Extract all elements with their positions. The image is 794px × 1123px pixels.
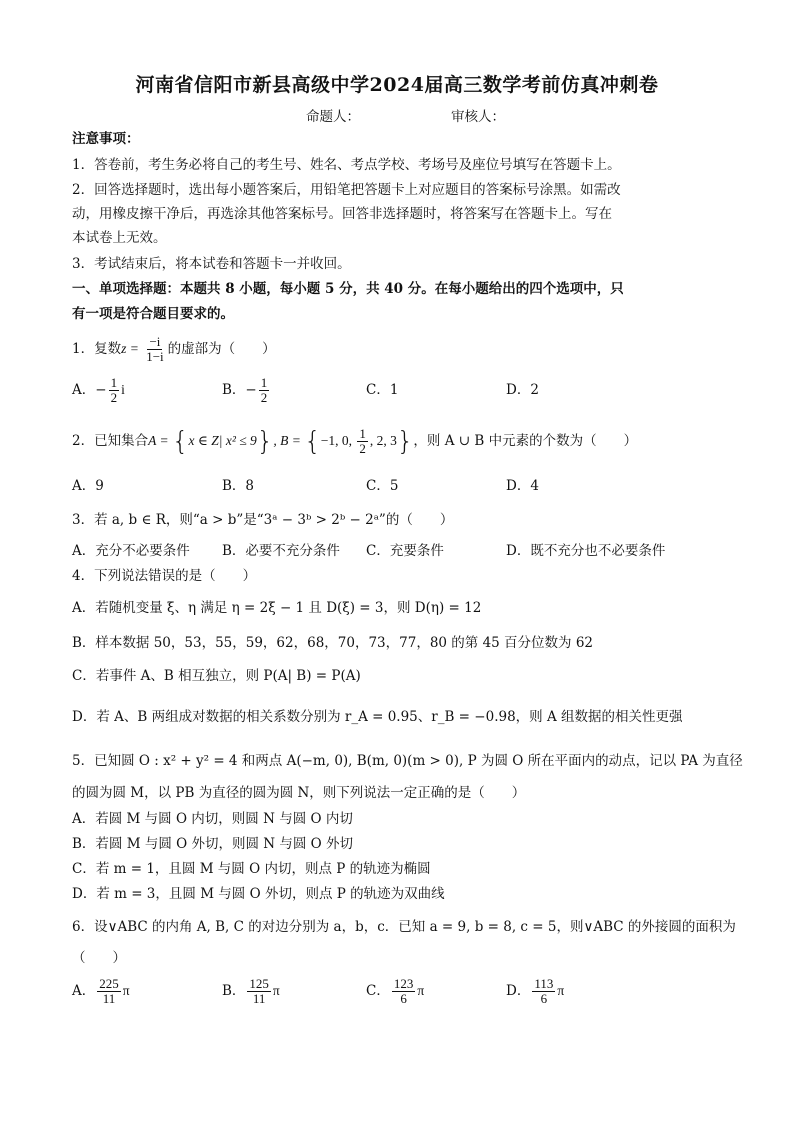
notice-heading: 注意事项： bbox=[72, 131, 140, 147]
q2-option-b[interactable]: B．8 bbox=[222, 478, 255, 494]
question-4: 4．下列说法错误的是（ ） bbox=[72, 568, 257, 584]
q1-a-num: 1 bbox=[110, 375, 118, 390]
q4-option-b[interactable]: B．样本数据 50，53，55，59，62，68，70，73，77，80 的第 45 百分位数为 62 bbox=[72, 635, 594, 651]
q6-a-num: 225 bbox=[99, 976, 119, 991]
section-heading-2: 有一项是符合题目要求的。 bbox=[72, 306, 234, 322]
q6-c-den: 6 bbox=[400, 991, 407, 1006]
q4-option-a[interactable]: A．若随机变量 ξ、η 满足 η = 2ξ − 1 且 D(ξ) = 3，则 D(η) = 12 bbox=[72, 600, 482, 616]
question-5-line-1: 5．已知圆 O : x² + y² = 4 和两点 A(−m, 0), B(m, 0)(m > 0), P 为圆 O 所在平面内的动点，记以 PA 为直径 bbox=[72, 753, 743, 769]
q6-a-pi: π bbox=[122, 983, 130, 998]
q6-c-label: C． bbox=[366, 983, 390, 999]
q6-b-num: 125 bbox=[249, 976, 269, 991]
q2-set-b-body1: −1, 0, bbox=[320, 433, 356, 448]
page-title: 河南省信阳市新县高级中学2024届高三数学考前仿真冲刺卷 bbox=[135, 74, 659, 96]
q1-a-tail: i bbox=[121, 382, 125, 397]
q2-set-a-body: x ∈ Z| x² ≤ 9 bbox=[188, 433, 257, 448]
q5-option-c[interactable]: C．若 m = 1，且圆 M 与圆 O 内切，则点 P 的轨迹为椭圆 bbox=[72, 861, 431, 877]
q1-a-label: A．− bbox=[72, 382, 107, 398]
notice-line-2c: 本试卷上无效。 bbox=[72, 230, 167, 246]
q1-b-label: B．− bbox=[222, 382, 257, 398]
q2-option-c[interactable]: C．5 bbox=[366, 478, 399, 494]
q6-a-label: A． bbox=[72, 983, 96, 999]
q6-d-num: 113 bbox=[534, 976, 554, 991]
q1-b-num: 1 bbox=[260, 375, 268, 390]
q4-option-d[interactable]: D．若 A、B 两组成对数据的相关系数分别为 r_A = 0.95、r_B = −0.98，则 A 组数据的相关性更强 bbox=[72, 709, 683, 725]
q1-option-c[interactable]: C．1 bbox=[366, 382, 399, 398]
q6-b-den: 11 bbox=[252, 991, 266, 1006]
q6-a-den: 11 bbox=[102, 991, 116, 1006]
q1-b-den: 2 bbox=[260, 390, 268, 405]
q2-set-b-pre: , B = bbox=[273, 433, 305, 448]
q1-a-den: 2 bbox=[110, 390, 118, 405]
q2-set-a-pre: A = bbox=[148, 433, 172, 448]
notice-line-1: 1．答卷前，考生务必将自己的考生号、姓名、考点学校、考场号及座位号填写在答题卡上。 bbox=[72, 157, 621, 173]
q1-option-a[interactable] bbox=[72, 376, 125, 405]
q5-option-d[interactable]: D．若 m = 3，且圆 M 与圆 O 外切，则点 P 的轨迹为双曲线 bbox=[72, 886, 445, 902]
q2-set-b-num: 1 bbox=[359, 426, 366, 441]
notice-line-2a: 2．回答选择题时，选出每小题答案后，用铅笔把答题卡上对应题目的答案标号涂黑。如需改 bbox=[72, 182, 621, 198]
section-heading-1: 一、单项选择题：本题共 8 小题，每小题 5 分，共 40 分。在每小题给出的四个选项中，只 bbox=[72, 281, 624, 297]
reviewer-label: 审核人： bbox=[451, 109, 505, 125]
q2-prefix: 2．已知集合 bbox=[72, 433, 149, 449]
q2-suffix: ，则 A ∪ B 中元素的个数为（ ） bbox=[413, 433, 638, 449]
question-5-line-2: 的圆为圆 M，以 PB 为直径的圆为圆 N，则下列说法一定正确的是（ ） bbox=[72, 785, 526, 801]
q2-set-b-body2: , 2, 3 bbox=[369, 433, 397, 448]
q2-option-a[interactable]: A．9 bbox=[72, 478, 104, 494]
left-brace-icon: { bbox=[171, 426, 189, 457]
q1-fraction bbox=[144, 335, 165, 364]
q6-option-c[interactable] bbox=[366, 976, 424, 1006]
setter-label: 命题人： bbox=[306, 109, 360, 125]
q3-option-c[interactable]: C．充要条件 bbox=[366, 543, 444, 559]
q6-d-den: 6 bbox=[540, 991, 548, 1006]
q1-z: z = bbox=[121, 341, 143, 356]
q6-b-label: B． bbox=[222, 983, 246, 999]
q6-d-label: D． bbox=[506, 983, 531, 999]
q6-option-b[interactable] bbox=[222, 976, 280, 1006]
q5-option-b[interactable]: B．若圆 M 与圆 O 外切，则圆 N 与圆 O 外切 bbox=[72, 836, 354, 852]
right-brace-icon: } bbox=[396, 426, 414, 457]
right-brace-icon: } bbox=[256, 426, 274, 457]
q2-option-d[interactable]: D．4 bbox=[506, 478, 539, 494]
q6-c-num: 123 bbox=[393, 976, 414, 991]
question-6-line-2: （ ） bbox=[72, 950, 126, 966]
q6-d-pi: π bbox=[557, 983, 565, 998]
q6-option-d[interactable] bbox=[506, 976, 564, 1006]
q5-option-a[interactable]: A．若圆 M 与圆 O 内切，则圆 N 与圆 O 内切 bbox=[72, 811, 353, 827]
q4-option-c[interactable]: C．若事件 A、B 相互独立，则 P(A| B) = P(A) bbox=[72, 668, 361, 684]
left-brace-icon: { bbox=[304, 426, 321, 457]
question-6-line-1: 6．设∨ABC 的内角 A, B, C 的对边分别为 a，b，c．已知 a = 9, b = 8, c = 5，则∨ABC 的外接圆的面积为 bbox=[72, 919, 736, 935]
q6-c-pi: π bbox=[417, 983, 425, 998]
notice-line-3: 3．考试结束后，将本试卷和答题卡一并收回。 bbox=[72, 256, 351, 272]
q3-option-d[interactable]: D．既不充分也不必要条件 bbox=[506, 543, 666, 559]
q1-option-d[interactable]: D．2 bbox=[506, 382, 539, 398]
question-2 bbox=[72, 424, 637, 459]
q3-option-a[interactable]: A．充分不必要条件 bbox=[72, 543, 190, 559]
question-3: 3．若 a, b ∈ R，则“a > b”是“3ᵃ − 3ᵇ > 2ᵇ − 2ᵃ”的（ ） bbox=[72, 512, 454, 528]
q6-option-a[interactable] bbox=[72, 976, 130, 1006]
q1-suffix: 的虚部为（ ） bbox=[167, 341, 276, 357]
q2-set-b-den: 2 bbox=[359, 441, 366, 456]
notice-line-2b: 动，用橡皮擦干净后，再选涂其他答案标号。回答非选择题时，将答案写在答题卡上。写在 bbox=[72, 206, 612, 222]
q1-den: 1−i bbox=[146, 349, 164, 364]
q1-num: −i bbox=[149, 334, 161, 349]
question-1 bbox=[72, 335, 276, 364]
q3-option-b[interactable]: B．必要不充分条件 bbox=[222, 543, 340, 559]
q1-prefix: 1．复数 bbox=[72, 341, 122, 357]
q1-option-b[interactable] bbox=[222, 376, 271, 405]
q6-b-pi: π bbox=[272, 983, 280, 998]
